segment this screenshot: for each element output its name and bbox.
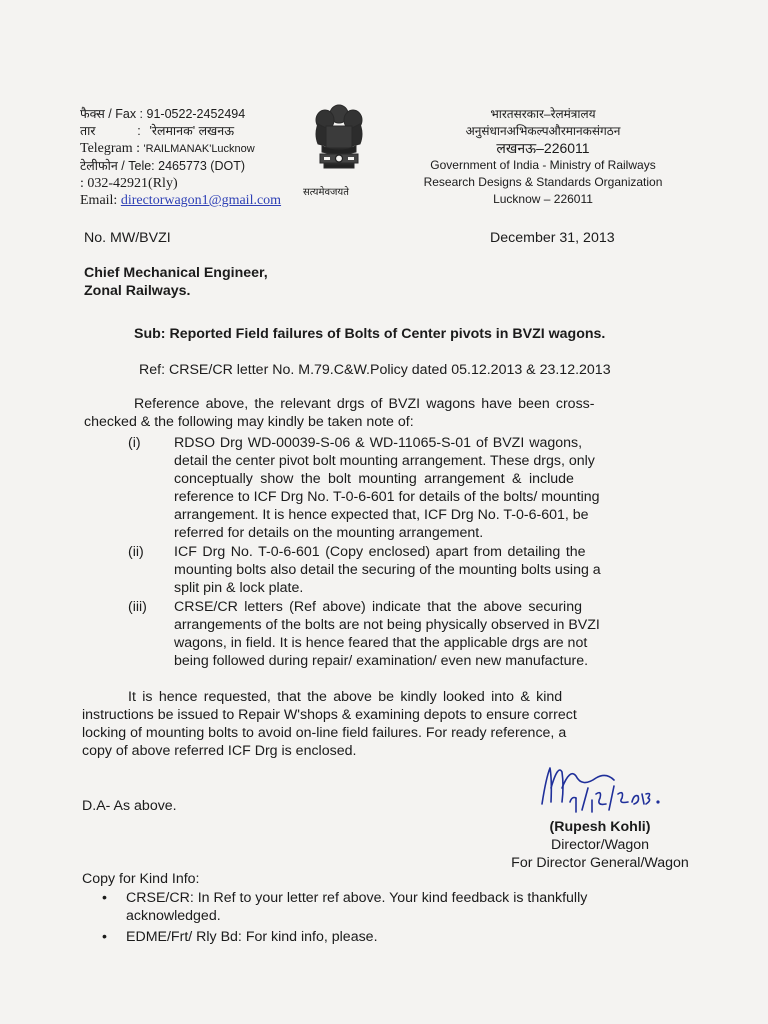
list-item-line: conceptually show the bolt mounting arrangement & include xyxy=(174,471,574,487)
email-label: Email: xyxy=(80,193,118,208)
list-item-text xyxy=(174,434,634,542)
request-line1: It is hence requested, that the above be kindly looked into & kind xyxy=(128,689,563,705)
org-hindi-line2: अनुसंधानअभिकल्पऔरमानकसंगठन xyxy=(465,124,621,138)
intro-paragraph xyxy=(84,395,632,431)
bullet-icon: • xyxy=(102,890,107,906)
list-item-line: wagons, in field. It is hence feared that the applicable drgs are not xyxy=(174,635,588,651)
addressee xyxy=(84,264,268,300)
handwritten-signature xyxy=(536,758,686,822)
list-item-line: arrangements of the bolts are not being physically observed in BVZI xyxy=(174,617,600,633)
list-item-line: ICF Drg No. T-0-6-601 (Copy enclosed) apart from detailing the xyxy=(174,544,586,560)
org-english-city: Lucknow – 226011 xyxy=(493,192,593,206)
request-line2: instructions be issued to Repair W'shops & examining depots to ensure correct xyxy=(82,707,577,723)
copy-item-text xyxy=(126,928,378,946)
list-item-line: split pin & lock plate. xyxy=(174,580,304,596)
fax-label: फैक्स / Fax : xyxy=(80,107,144,121)
copy-item-line: acknowledged. xyxy=(126,908,221,924)
letter-date: December 31, 2013 xyxy=(490,230,615,246)
email-line xyxy=(80,192,320,209)
copy-item-text xyxy=(126,889,587,925)
letter-reference-number: No. MW/BVZI xyxy=(84,230,171,246)
org-english-line1: Government of India - Ministry of Railways xyxy=(430,158,656,172)
telegram-hindi-line xyxy=(80,123,320,140)
letterhead-organization-block xyxy=(408,106,678,208)
signatory-title: Director/Wagon xyxy=(550,837,650,853)
list-item-marker: (i) xyxy=(128,435,141,451)
org-hindi-line1: भारतसरकार–रेलमंत्रालय xyxy=(490,107,596,121)
copy-item-line: EDME/Frt/ Rly Bd: For kind info, please. xyxy=(126,929,378,945)
copy-heading: Copy for Kind Info: xyxy=(82,871,200,887)
email-link[interactable]: directorwagon1@gmail.com xyxy=(120,193,282,208)
list-item-line: being followed during repair/ examination/ even new manufacture. xyxy=(174,653,589,669)
list-item-line: CRSE/CR letters (Ref above) indicate that the above securing xyxy=(174,599,582,615)
org-hindi-city-line xyxy=(408,140,678,157)
request-paragraph xyxy=(82,688,632,760)
addressee-line2: Zonal Railways. xyxy=(84,283,191,299)
tele-label: टेलीफोन / Tele: xyxy=(80,159,155,173)
request-line3: locking of mounting bolts to avoid on-line field failures. For ready reference, a xyxy=(82,725,567,741)
city-pin: 226011 xyxy=(543,140,590,156)
tele-value: 2465773 (DOT) xyxy=(158,159,245,173)
list-item-line: mounting bolts also detail the securing of the mounting bolts using a xyxy=(174,562,601,578)
request-line4: copy of above referred ICF Drg is enclosed. xyxy=(82,743,357,759)
list-item-marker: (ii) xyxy=(128,544,144,560)
signatory-for: For Director General/Wagon xyxy=(511,855,689,871)
telephone-line xyxy=(80,158,320,175)
addressee-line1: Chief Mechanical Engineer, xyxy=(84,265,268,281)
signatory-block xyxy=(505,818,695,872)
list-item-line: detail the center pivot bolt mounting arrangement. These drgs, only xyxy=(174,453,595,469)
signatory-name: (Rupesh Kohli) xyxy=(549,819,651,835)
org-english-line2: Research Designs & Standards Organization xyxy=(423,175,663,189)
list-item-line: arrangement. It is hence expected that, ICF Drg No. T-0-6-601, be xyxy=(174,507,589,523)
intro-line2: checked & the following may kindly be taken note of: xyxy=(84,414,414,430)
tar-label: तार xyxy=(80,124,96,138)
tar-separator: : xyxy=(137,124,141,138)
city-hindi: लखनऊ– xyxy=(496,140,544,156)
national-emblem-icon xyxy=(304,100,374,194)
list-item-text xyxy=(174,543,634,597)
telegram-line xyxy=(80,140,320,158)
list-item-text xyxy=(174,598,634,670)
list-item-line: referred for details on the mounting arrangement. xyxy=(174,525,484,541)
emblem-motto: सत्यमेवजयते xyxy=(303,187,349,198)
letterhead-contact-block xyxy=(80,106,320,209)
letter-subject: Sub: Reported Field failures of Bolts of Center pivots in BVZI wagons. xyxy=(134,326,606,342)
telegram-label: Telegram : xyxy=(80,141,141,156)
letter-reference: Ref: CRSE/CR letter No. M.79.C&W.Policy dated 05.12.2013 & 23.12.2013 xyxy=(139,362,611,378)
bullet-icon: • xyxy=(102,929,107,945)
fax-line xyxy=(80,106,320,123)
documents-attached-note: D.A- As above. xyxy=(82,798,177,814)
railway-phone: : 032-42921(Rly) xyxy=(80,176,178,191)
telegram-value: 'RAILMANAK'Lucknow xyxy=(143,143,255,155)
tar-value: 'रेलमानक' लखनऊ xyxy=(149,124,235,138)
fax-value: 91-0522-2452494 xyxy=(146,107,246,121)
list-item-line: reference to ICF Drg No. T-0-6-601 for details of the bolts/ mounting xyxy=(174,489,600,505)
list-item-marker: (iii) xyxy=(128,599,147,615)
list-item-line: RDSO Drg WD-00039-S-06 & WD-11065-S-01 of BVZI wagons, xyxy=(174,435,583,451)
intro-line1: Reference above, the relevant drgs of BVZI wagons have been cross- xyxy=(134,396,595,412)
copy-item-line: CRSE/CR: In Ref to your letter ref above. Your kind feedback is thankfully xyxy=(126,890,588,906)
